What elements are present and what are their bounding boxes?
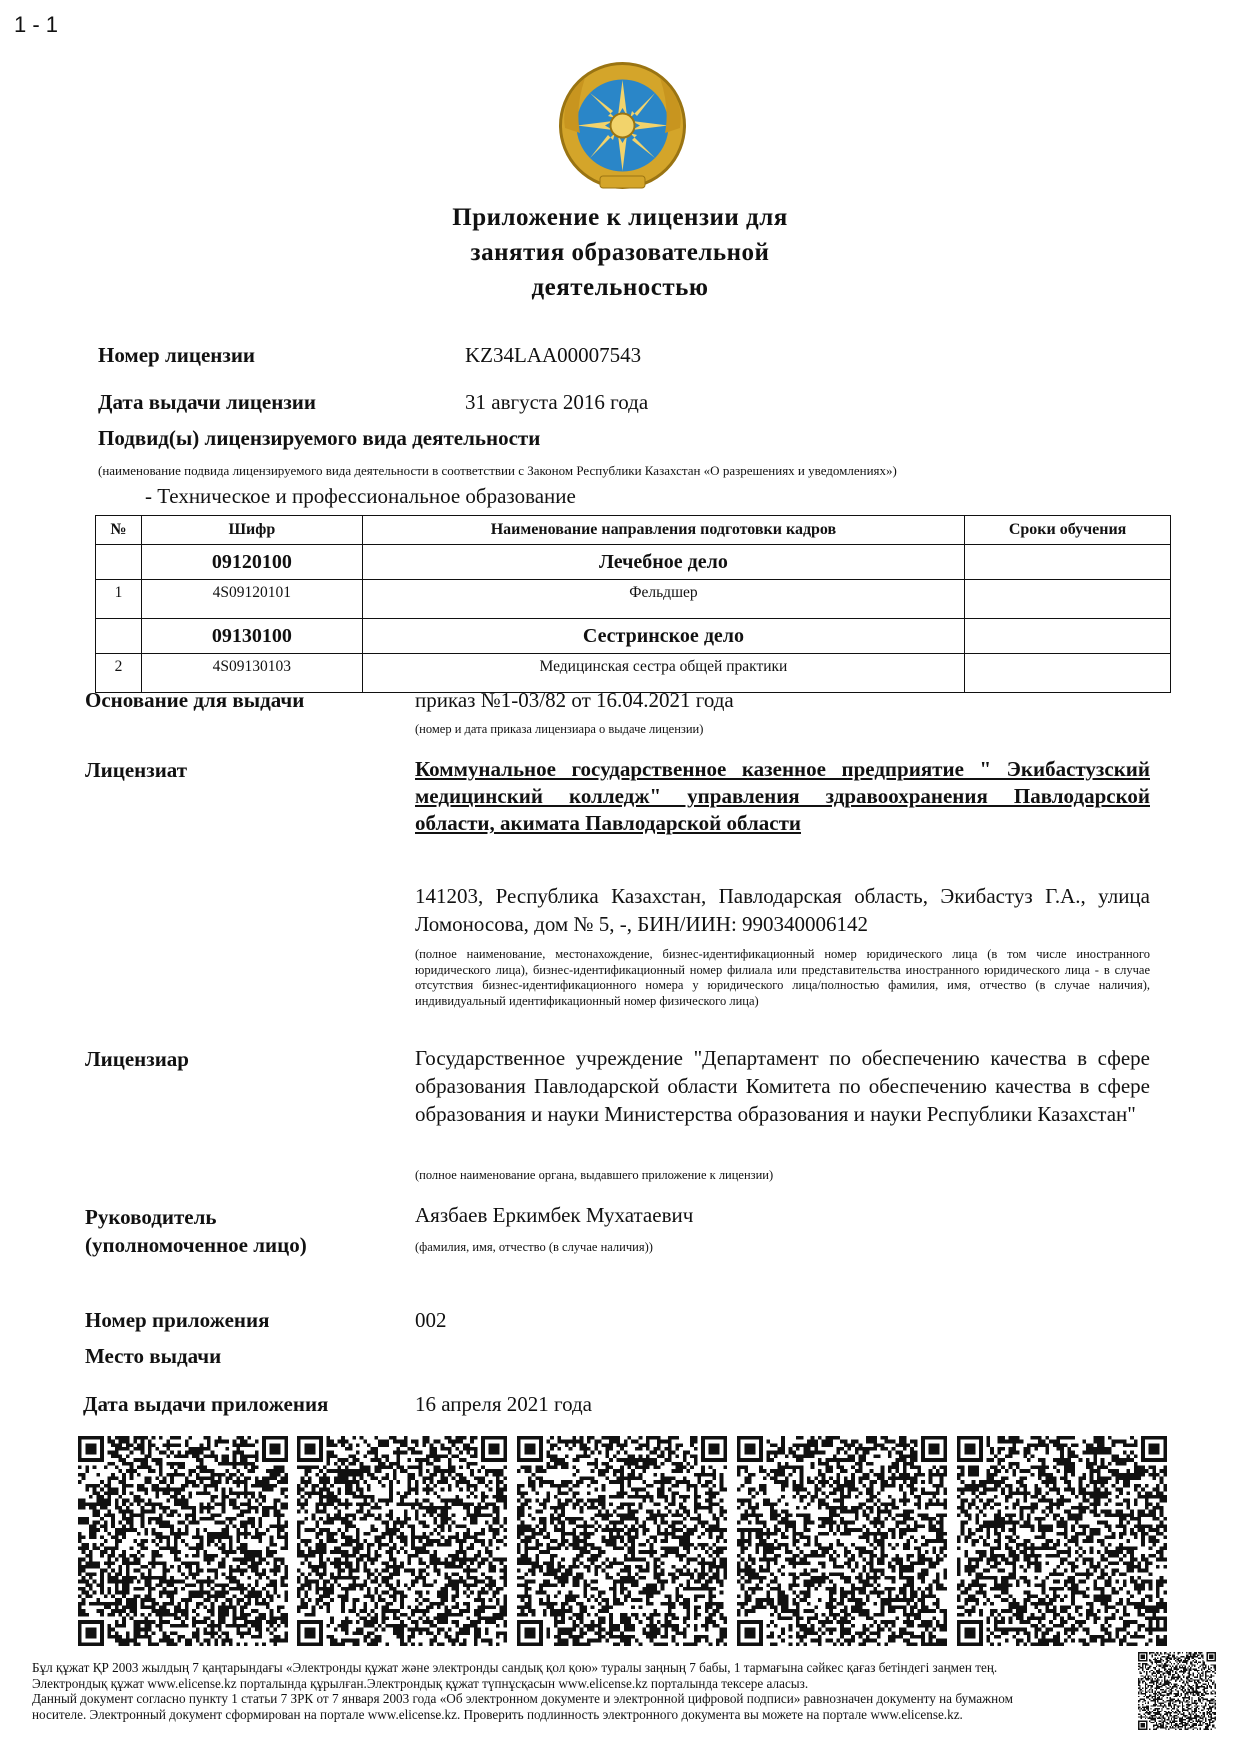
license-number-value: KZ34LAA00007543 bbox=[465, 343, 642, 367]
document-title bbox=[370, 200, 870, 305]
title-line-2: занятия образовательной bbox=[470, 239, 770, 266]
row-number bbox=[96, 545, 142, 580]
table-row bbox=[96, 619, 1171, 654]
table-header-row bbox=[96, 516, 1171, 545]
license-date-label: Дата выдачи лицензии bbox=[98, 390, 316, 414]
head-label-line-1: Руководитель bbox=[85, 1205, 217, 1229]
row-code: 09130100 bbox=[141, 619, 362, 654]
table-row bbox=[96, 654, 1171, 693]
footer-line-4: носителе. Электронный документ сформирован на портале www.elicense.kz. Проверить подлинность электронного документа вы можете на портале www.elicense.kz. bbox=[32, 1706, 963, 1722]
title-line-3: деятельностью bbox=[531, 274, 709, 301]
issue-place-label: Место выдачи bbox=[85, 1344, 222, 1368]
license-number-label: Номер лицензии bbox=[98, 343, 256, 367]
qr-code-icon bbox=[1138, 1652, 1216, 1730]
row-term bbox=[965, 654, 1171, 693]
qr-code-icon bbox=[957, 1436, 1167, 1646]
basis-value: приказ №1-03/82 от 16.04.2021 года bbox=[415, 688, 734, 712]
footer-line-1: Бұл құжат ҚР 2003 жылдың 7 қаңтарындағы «Электронды құжат және электронды сандық қол қою» туралы заңның 7 бабы, 1 тармағына сәйкес қағаз бетіндегі заңмен тең. bbox=[32, 1660, 998, 1675]
licensee-label: Лицензиат bbox=[85, 758, 188, 782]
subtype-value: - Техническое и профессиональное образование bbox=[145, 484, 576, 508]
qr-code-icon bbox=[297, 1436, 507, 1646]
row-name: Сестринское дело bbox=[362, 619, 964, 654]
license-date-value: 31 августа 2016 года bbox=[465, 390, 649, 414]
appendix-number-value: 002 bbox=[415, 1308, 447, 1332]
footer-legal-notice bbox=[32, 1660, 1122, 1722]
row-number bbox=[96, 619, 142, 654]
row-name: Медицинская сестра общей практики bbox=[362, 654, 964, 693]
qr-code-icon bbox=[78, 1436, 288, 1646]
basis-note: (номер и дата приказа лицензиара о выдаче лицензии) bbox=[415, 722, 704, 736]
footer-line-2: Электрондық құжат www.elicense.kz порталында құрылған.Электрондық құжат түпнұсқасын www.elicense.kz порталында тексере аласыз. bbox=[32, 1675, 809, 1691]
training-programs-table bbox=[95, 515, 1171, 693]
row-term bbox=[965, 580, 1171, 619]
head-value: Аязбаев Еркимбек Мухатаевич bbox=[415, 1203, 694, 1227]
subtype-label: Подвид(ы) лицензируемого вида деятельности bbox=[98, 426, 541, 450]
basis-label: Основание для выдачи bbox=[85, 688, 305, 712]
head-label bbox=[85, 1203, 307, 1259]
page-number: 1 - 1 bbox=[14, 12, 59, 37]
row-code: 4S09120101 bbox=[141, 580, 362, 619]
appendix-number-label: Номер приложения bbox=[85, 1308, 270, 1332]
licensee-address: 141203, Республика Казахстан, Павлодарская область, Экибастуз Г.А., улица Ломоносова, дом № 5, -, БИН/ИИН: 990340006142 bbox=[415, 884, 1150, 936]
kazakhstan-state-emblem-icon bbox=[555, 58, 690, 193]
head-label-line-2: (уполномоченное лицо) bbox=[85, 1233, 307, 1257]
subtype-note: (наименование подвида лицензируемого вида деятельности в соответствии с Законом Республики Казахстан «О разрешениях и уведомлениях») bbox=[98, 463, 897, 478]
qr-code-icon bbox=[737, 1436, 947, 1646]
header-training-term: Сроки обучения bbox=[965, 516, 1171, 545]
head-note: (фамилия, имя, отчество (в случае наличия)) bbox=[415, 1240, 653, 1254]
row-name: Лечебное дело bbox=[362, 545, 964, 580]
row-term bbox=[965, 545, 1171, 580]
licensee-name: Коммунальное государственное казенное предприятие " Экибастузский медицинский колледж" управления здравоохранения Павлодарской области, акимата Павлодарской области bbox=[415, 757, 1150, 835]
header-direction-name: Наименование направления подготовки кадров bbox=[362, 516, 964, 545]
title-line-1: Приложение к лицензии для bbox=[452, 204, 788, 231]
row-name: Фельдшер bbox=[362, 580, 964, 619]
row-term bbox=[965, 619, 1171, 654]
row-code: 09120100 bbox=[141, 545, 362, 580]
licensor-value: Государственное учреждение "Департамент по обеспечению качества в сфере образования Павлодарской области Комитета по обеспечению качества в сфере образования и науки Министерства образования и науки Республики Казахстан" bbox=[415, 1046, 1150, 1126]
footer-line-3: Данный документ согласно пункту 1 статьи 7 ЗРК от 7 января 2003 года «Об электронном документе и электронной цифровой подписи» равнозначен документу на бумажном bbox=[32, 1691, 1013, 1706]
table-row bbox=[96, 545, 1171, 580]
table-row bbox=[96, 580, 1171, 619]
appendix-date-label: Дата выдачи приложения bbox=[83, 1392, 329, 1416]
licensor-label: Лицензиар bbox=[85, 1047, 189, 1071]
appendix-date-value: 16 апреля 2021 года bbox=[415, 1392, 592, 1416]
row-number: 1 bbox=[96, 580, 142, 619]
header-code: Шифр bbox=[141, 516, 362, 545]
licensee-note: (полное наименование, местонахождение, бизнес-идентификационный номер юридического лица (в том числе иностранного юридического лица), бизнес-идентификационный номер филиала или представительства иностранного юридического лица - в случае отсутствия бизнес-идентификационного номера у юридического лица/полностью фамилия, имя, отчество (в случае наличия), индивидуальный идентификационный номер физического лица) bbox=[415, 947, 1150, 1008]
row-number: 2 bbox=[96, 654, 142, 693]
qr-code-icon bbox=[517, 1436, 727, 1646]
header-number: № bbox=[96, 516, 142, 545]
row-code: 4S09130103 bbox=[141, 654, 362, 693]
licensor-note: (полное наименование органа, выдавшего приложение к лицензии) bbox=[415, 1168, 774, 1182]
